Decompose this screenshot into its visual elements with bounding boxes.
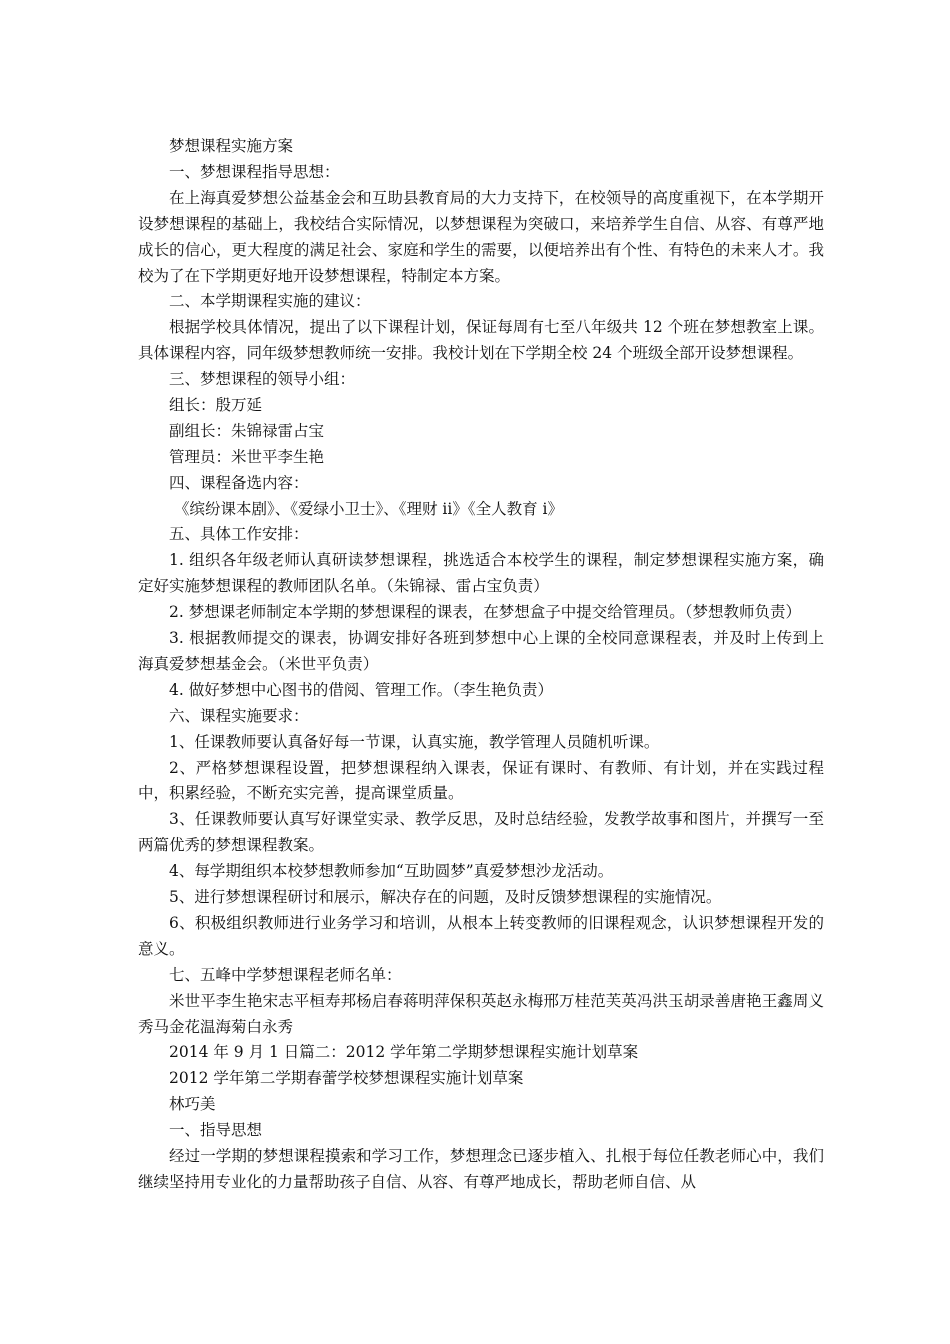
second-doc-title: 2012 学年第二学期春蕾学校梦想课程实施计划草案 [169,1069,524,1088]
section-1-body: 在上海真爱梦想公益基金会和互助县教育局的大力支持下，在校领导的高度重视下，在本学期开设梦想课程的基础上，我校结合实际情况，以梦想课程为突破口，来培养学生自信、从容、有尊严地成长的信心，更大程度的满足社会、家庭和学生的需要，以便培养出有个性、有特色的未来人才。我校为了在下学期更好地开设梦想课程，特制定本方案。 [138,188,824,285]
second-doc-heading-1: 一、指导思想 [169,1121,263,1140]
work-item-1: 1. 组织各年级老师认真研读梦想课程，挑选适合本校学生的课程，制定梦想课程实施方案，确定好实施梦想课程的教师团队名单。（朱锦禄、雷占宝负责） [138,551,824,596]
section-6-heading: 六、课程实施要求： [169,706,309,725]
section-4-heading: 四、课程备选内容： [169,473,309,492]
requirement-2: 2、严格梦想课程设置，把梦想课程纳入课表，保证有课时、有教师、有计划，并在实践过程中，积累经验，不断充实完善，提高课堂质量。 [138,758,824,803]
requirement-1: 1、任课教师要认真备好每一节课，认真实施，教学管理人员随机听课。 [169,732,660,751]
vice-leader-line: 副组长：朱锦禄雷占宝 [169,421,325,440]
section-2-body: 根据学校具体情况，提出了以下课程计划，保证每周有七至八年级共 12 个班在梦想教室上课。具体课程内容，同年级梦想教师统一安排。我校计划在下学期全校 24 个班级全部开设梦想课程。 [138,318,824,363]
requirement-3: 3、任课教师要认真写好课堂实录、教学反思，及时总结经验，发教学故事和图片，并撰写一至两篇优秀的梦想课程教案。 [138,810,824,855]
course-options: 《缤纷课本剧》、《爱绿小卫士》、《理财 ii》《全人教育 i》 [174,499,563,518]
teacher-name-list: 米世平李生艳宋志平桓寿邦杨启春蒋明萍保积英赵永梅邢万桂范芙英冯洪玉胡录善唐艳王鑫周义秀马金花温海菊白永秀 [138,991,824,1036]
second-doc-author: 林巧美 [169,1095,216,1114]
requirement-5: 5、进行梦想课程研讨和展示，解决存在的问题，及时反馈梦想课程的实施情况。 [169,888,722,907]
section-3-heading: 三、梦想课程的领导小组： [169,370,356,389]
doc-title: 梦想课程实施方案 [169,137,294,155]
work-item-4: 4. 做好梦想中心图书的借阅、管理工作。（李生艳负责） [169,680,553,699]
leader-line: 组长：殷万延 [169,396,263,414]
document-page [138,134,824,1196]
second-doc-body-1: 经过一学期的梦想课程摸索和学习工作，梦想理念已逐步植入、扎根于每位任教老师心中，我们继续坚持用专业化的力量帮助孩子自信、从容、有尊严地成长，帮助老师自信、从 [138,1147,824,1191]
section-7-heading: 七、五峰中学梦想课程老师名单： [169,965,402,984]
section-5-heading: 五、具体工作安排： [169,525,309,544]
date-line: 2014 年 9 月 1 日篇二：2012 学年第二学期梦想课程实施计划草案 [169,1043,639,1062]
work-item-3: 3. 根据教师提交的课表，协调安排好各班到梦想中心上课的全校同意课程表，并及时上传到上海真爱梦想基金会。（米世平负责） [138,629,824,673]
requirement-4: 4、每学期组织本校梦想教师参加“互助圆梦”真爱梦想沙龙活动。 [169,862,614,881]
work-item-2: 2. 梦想课老师制定本学期的梦想课程的课表，在梦想盒子中提交给管理员。（梦想教师负责） [169,603,801,622]
admin-line: 管理员：米世平李生艳 [169,447,325,466]
requirement-6: 6、积极组织教师进行业务学习和培训，从根本上转变教师的旧课程观念，认识梦想课程开发的意义。 [138,913,824,958]
section-1-heading: 一、梦想课程指导思想： [169,162,340,181]
section-2-heading: 二、本学期课程实施的建议： [169,292,371,311]
